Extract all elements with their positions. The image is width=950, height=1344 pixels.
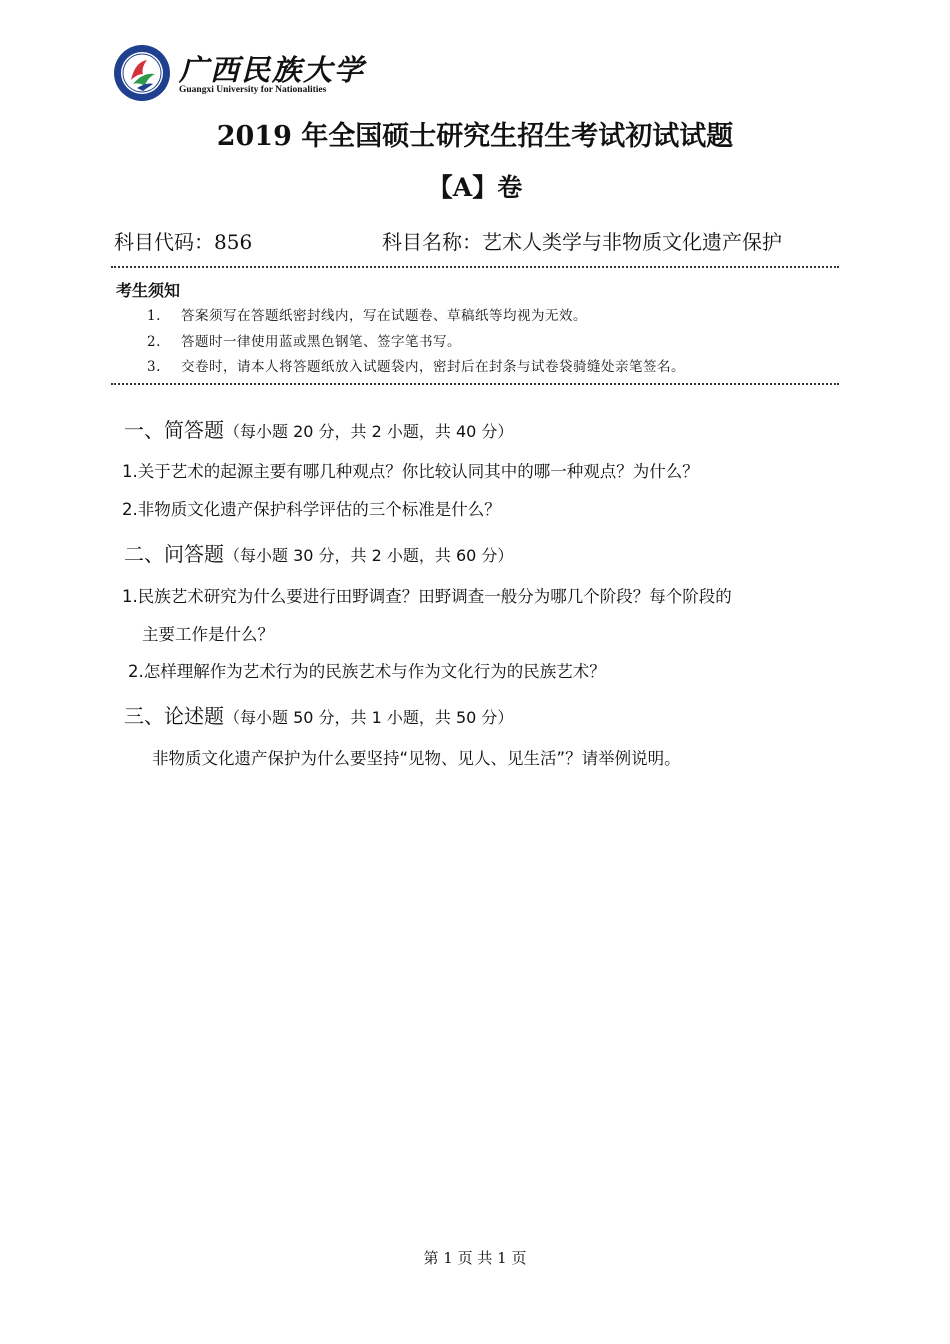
university-seal-icon: [113, 44, 171, 102]
notice-item: [147, 355, 685, 375]
notice-title: 考生须知: [116, 281, 181, 300]
section-heading: [124, 538, 513, 567]
logo-english-name: Guangxi University for Nationalities: [179, 85, 327, 95]
section-score-note: （每小题 30 分，共 2 小题，共 60 分）: [224, 546, 514, 565]
notice-item-number: 2.: [147, 334, 161, 350]
subject-code: 科目代码：856: [114, 230, 253, 254]
section-score-note: （每小题 20 分，共 2 小题，共 40 分）: [224, 422, 514, 441]
section-title: 三、论述题: [124, 704, 224, 728]
notice-item-text: 答题时一律使用蓝或黑色钢笔、签字笔书写。: [181, 334, 461, 350]
section-heading: [124, 414, 513, 443]
question-text: 1.民族艺术研究为什么要进行田野调查？田野调查一般分为哪几个阶段？每个阶段的: [122, 587, 732, 606]
question-text-continued: 主要工作是什么？: [142, 625, 274, 644]
question-text: 1.关于艺术的起源主要有哪几种观点？你比较认同其中的哪一种观点？为什么？: [122, 462, 699, 481]
page-footer: 第 1 页 共 1 页: [423, 1249, 527, 1267]
subject-name: 科目名称：艺术人类学与非物质文化遗产保护: [382, 230, 782, 254]
logo-chinese-name: 广西民族大学: [179, 53, 366, 87]
notice-item: [147, 304, 587, 324]
section-title: 一、简答题: [124, 418, 224, 442]
university-logo: [113, 42, 366, 104]
question-text: 2.非物质文化遗产保护科学评估的三个标准是什么？: [122, 500, 501, 519]
notice-item: [147, 330, 461, 350]
section-title: 二、问答题: [124, 542, 224, 566]
question-text: 2.怎样理解作为艺术行为的民族艺术与作为文化行为的民族艺术？: [128, 662, 606, 681]
section-heading: [124, 700, 513, 729]
notice-item-text: 答案须写在答题纸密封线内，写在试题卷、草稿纸等均视为无效。: [181, 308, 587, 324]
exam-title: 2019 年全国硕士研究生招生考试初试试题: [216, 121, 734, 152]
paper-version: 【A】卷: [427, 173, 523, 202]
dotted-divider-top: [111, 266, 839, 268]
notice-item-text: 交卷时，请本人将答题纸放入试题袋内，密封后在封条与试卷袋骑缝处亲笔签名。: [181, 359, 685, 375]
question-text: 非物质文化遗产保护为什么要坚持“见物、见人、见生活”？请举例说明。: [152, 749, 681, 768]
dotted-divider-bottom: [111, 383, 839, 385]
notice-item-number: 3.: [147, 359, 161, 375]
section-score-note: （每小题 50 分，共 1 小题，共 50 分）: [224, 708, 514, 727]
notice-item-number: 1.: [147, 308, 161, 324]
